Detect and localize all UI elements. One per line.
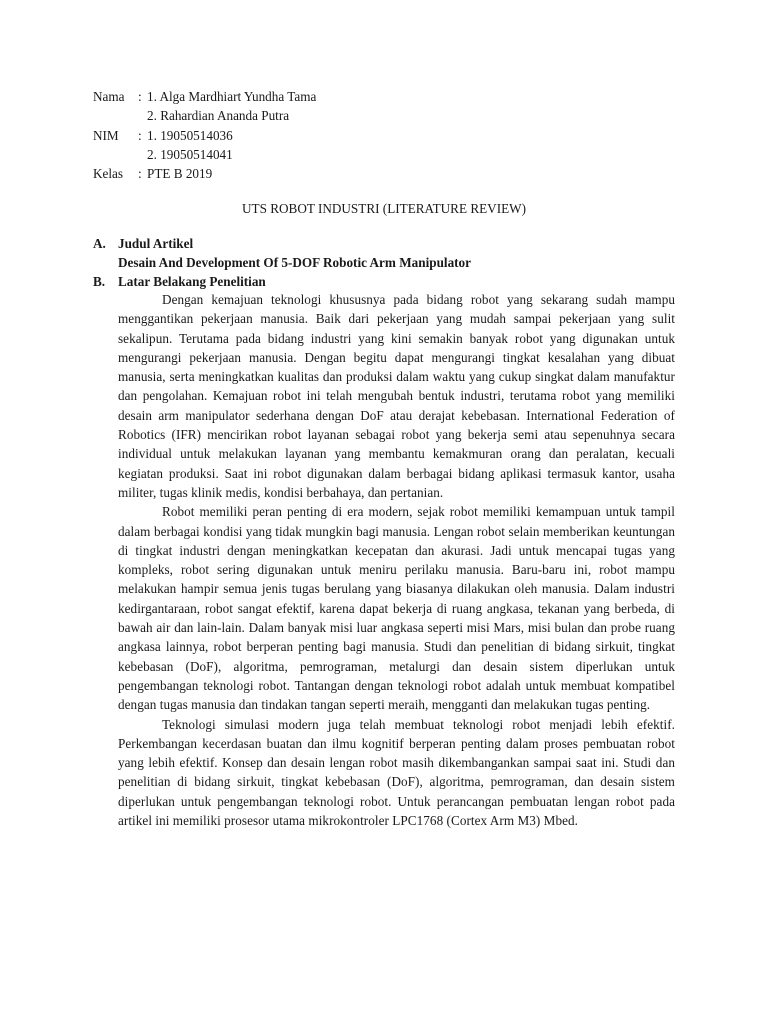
nim-row-2 [93,145,316,164]
section-a-heading: Judul Artikel [118,236,194,251]
section-b-letter: B. [93,274,106,289]
kelas-row [93,164,316,183]
name-row-1 [93,87,316,106]
name-label: Nama [93,89,125,104]
kelas-value: PTE B 2019 [147,166,213,182]
name-colon: : [138,89,142,104]
section-b [93,272,675,291]
student-nim-1: 1. 19050514036 [147,127,233,143]
student-name-1: 1. Alga Mardhiart Yundha Tama [147,89,317,104]
nim-label: NIM [93,127,119,143]
student-name-2: 2. Rahardian Ananda Putra [147,108,290,124]
student-info [93,87,316,183]
section-b-body [118,290,675,830]
section-a [93,234,675,272]
paragraph-1: Dengan kemajuan teknologi khususnya pada bidang robot yang sekarang sudah mampu menggantikan pekerjaan manusia. Baik dari pekerjaan yang mudah sampai pekerjaan yang sulit sekalipun. Terutama pada bidang industri yang kini semakin banyak robot yang digunakan untuk mengurangi pekerjaan manusia. Dengan begitu dapat mengurangi tingkat kesalahan yang dibuat manusia, serta meningkatkan kualitas dan produksi dalam waktu yang cukup singkat dalam manufaktur dan pengolahan. Kemajuan robot ini telah mengubah bentuk industri, terutama robot yang memiliki desain arm manipulator sederhana dengan DoF atau derajat kebebasan. International Federation of Robotics (IFR) mencirikan robot layanan sebagai robot yang bekerja semi atau sepenuhnya secara individual untuk melakukan layanan yang membantu kemakmuran orang dan peralatan, kecuali kegiatan produksi. Saat ini robot digunakan dalam berbagai bidang aplikasi termasuk kantor, usaha militer, tugas klinik medis, kondisi berbahaya, dan pertanian. [118,292,675,500]
name-row-2 [93,106,316,125]
paragraph-3: Teknologi simulasi modern juga telah membuat teknologi robot menjadi lebih efektif. Perkembangan kecerdasan buatan dan ilmu kognitif berperan penting dalam proses pembuatan robot yang lebih efektif. Konsep dan desain lengan robot masih dikembangankan sampai saat ini. Studi dan penelitian di bidang sirkuit, tingkat kebebasan (DoF), algoritma, pemrograman, dan desain sistem diperlukan untuk pengembangan teknologi robot. Untuk perancangan pembuatan lengan robot pada artikel ini memiliki prosesor utama mikrokontroler LPC1768 (Cortex Arm M3) Mbed. [118,716,675,829]
section-b-heading: Latar Belakang Penelitian [118,274,266,289]
kelas-colon: : [138,166,142,182]
nim-colon: : [138,127,142,143]
nim-row-1 [93,126,316,145]
article-title: Desain And Development Of 5-DOF Robotic Arm Manipulator [118,255,471,270]
section-a-letter: A. [93,236,106,251]
student-nim-2: 2. 19050514041 [147,146,233,162]
paragraph-2: Robot memiliki peran penting di era modern, sejak robot memiliki kemampuan untuk tampil dalam berbagai kondisi yang tidak mungkin bagi manusia. Lengan robot selain memberikan keuntungan di tingkat industri dengan meningkatkan kecepatan dan akurasi. Jadi untuk mencapai tugas yang kompleks, robot sering digunakan untuk meniru perilaku manusia. Baru-baru ini, robot mampu melakukan hampir semua jenis tugas berulang yang biasanya dilakukan oleh manusia. Dalam industri kedirgantaraan, robot sangat efektif, karena dapat bekerja di ruang angkasa, tekanan yang berbeda, di bawah air dan lain-lain. Dalam banyak misi luar angkasa seperti misi Mars, misi bulan dan probe ruang angkasa lainnya, robot berperan penting bagi manusia. Studi dan penelitian di bidang sirkuit, tingkat kebebasan (DoF), algoritma, pemrograman, metalurgi dan desain sistem diperlukan untuk pengembangan teknologi robot. Tantangan dengan teknologi robot adalah untuk membuat kompatibel dengan tugas manusia dan tindakan tangan seperti meraih, mengganti dan melakukan tugas penting. [118,504,675,713]
kelas-label: Kelas [93,166,124,182]
document-title: UTS ROBOT INDUSTRI (LITERATURE REVIEW) [242,201,526,216]
